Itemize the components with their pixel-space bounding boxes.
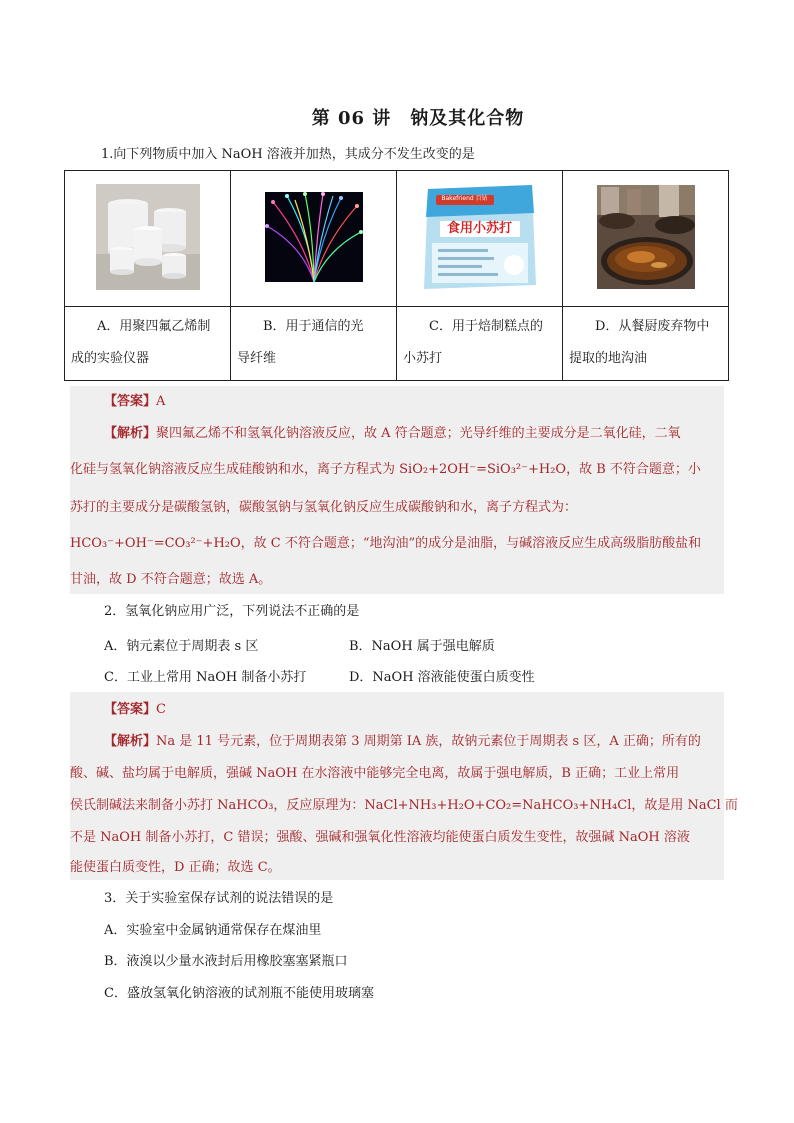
question-2-analysis-line-2: 酸、碱、盐均属于电解质，强碱 NaOH 在水溶液中能够完全电离，故属于强电解质，B 正确；工业上常用 <box>70 766 680 781</box>
analysis-text: Na 是 11 号元素，位于周期表第 3 周期第 IA 族，故钠元素位于周期表 s 区，A 正确；所有的 <box>156 734 701 749</box>
question-2-option-a: A．钠元素位于周期表 s 区 <box>104 639 259 654</box>
question-1-answer <box>104 390 724 409</box>
question-2-analysis-line-1 <box>104 730 724 749</box>
question-2-stem: 2．氢氧化钠应用广泛，下列说法不正确的是 <box>104 604 360 619</box>
page-title: 第 06 讲 钠及其化合物 <box>311 108 525 129</box>
question-3-option-c: C．盛放氢氧化钠溶液的试剂瓶不能使用玻璃塞 <box>104 986 374 1001</box>
question-3-stem: 3．关于实验室保存试剂的说法错误的是 <box>104 891 334 906</box>
option-c-line2: 小苏打 <box>403 351 443 366</box>
gutter-oil-pot-image <box>597 185 695 289</box>
option-a-text <box>65 307 231 381</box>
baking-soda-package-image <box>422 185 538 289</box>
question-1-answer-box <box>70 386 724 594</box>
answer-label: 【答案】 <box>104 394 157 409</box>
analysis-text: 聚四氟乙烯不和氢氧化钠溶液反应，故 A 符合题意；光导纤维的主要成分是二氧化硅，二氧 <box>156 426 681 441</box>
question-2-analysis-line-5: 能使蛋白质变性，D 正确；故选 C。 <box>70 860 281 875</box>
question-1-analysis-line-2: 化硅与氢氧化钠溶液反应生成硅酸钠和水，离子方程式为 SiO₂+2OH⁻=SiO₃²⁻+H₂O，故 B 不符合题意；小 <box>70 462 701 477</box>
question-2-analysis-line-4: 不是 NaOH 制备小苏打，C 错误；强酸、强碱和强氧化性溶液均能使蛋白质发生变性，故强碱 NaOH 溶液 <box>70 830 690 845</box>
option-d-image-cell <box>563 171 729 307</box>
question-3-option-a: A．实验室中金属钠通常保存在煤油里 <box>104 923 322 938</box>
option-d-line1: D．从餐厨废弃物中 <box>595 319 710 334</box>
analysis-label: 【解析】 <box>104 734 157 749</box>
question-1-analysis-line-5: 甘油，故 D 不符合题意；故选 A。 <box>70 572 272 587</box>
analysis-label: 【解析】 <box>104 426 157 441</box>
option-d-text <box>563 307 729 381</box>
question-2-option-c: C．工业上常用 NaOH 制备小苏打 <box>104 670 307 685</box>
optical-fiber-image <box>265 192 363 282</box>
answer-value: C <box>156 702 166 717</box>
option-b-text <box>231 307 397 381</box>
question-2-option-d: D．NaOH 溶液能使蛋白质变性 <box>349 670 535 685</box>
option-a-image-cell <box>65 171 231 307</box>
option-c-text <box>397 307 563 381</box>
answer-label: 【答案】 <box>104 702 157 717</box>
question-1-analysis-line-4: HCO₃⁻+OH⁻=CO₃²⁻+H₂O，故 C 不符合题意；“地沟油”的成分是油脂，与碱溶液反应生成高级脂肪酸盐和 <box>70 536 702 551</box>
question-2-answer-box <box>70 692 738 880</box>
question-1-options-table <box>64 170 729 381</box>
answer-value: A <box>156 394 166 409</box>
option-a-line2: 成的实验仪器 <box>71 351 150 366</box>
question-1-stem: 1.向下列物质中加入 NaOH 溶液并加热，其成分不发生改变的是 <box>101 147 475 162</box>
question-3-option-b: B．液溴以少量水液封后用橡胶塞塞紧瓶口 <box>104 954 348 969</box>
question-1-analysis-line-1 <box>104 422 724 441</box>
option-d-line2: 提取的地沟油 <box>569 351 648 366</box>
ptfe-beakers-image <box>96 184 200 290</box>
question-2-answer <box>104 698 724 717</box>
option-c-line1: C．用于焙制糕点的 <box>429 319 543 334</box>
option-c-image-cell <box>397 171 563 307</box>
option-b-image-cell <box>231 171 397 307</box>
option-b-line2: 导纤维 <box>237 351 277 366</box>
option-b-line1: B．用于通信的光 <box>263 319 364 334</box>
package-brand-text: Bakefriend 百钻 <box>441 194 488 202</box>
question-1-analysis-line-3: 苏打的主要成分是碳酸氢钠，碳酸氢钠与氢氧化钠反应生成碳酸钠和水，离子方程式为： <box>70 500 578 515</box>
question-2-analysis-line-3: 侯氏制碱法来制备小苏打 NaHCO₃，反应原理为：NaCl+NH₃+H₂O+CO₂=NaHCO₃+NH₄Cl，故是用 NaCl 而 <box>70 798 738 813</box>
package-label-text: 食用小苏打 <box>446 220 512 236</box>
question-2-option-b: B．NaOH 属于强电解质 <box>349 639 495 654</box>
option-a-line1: A．用聚四氟乙烯制 <box>97 319 211 334</box>
